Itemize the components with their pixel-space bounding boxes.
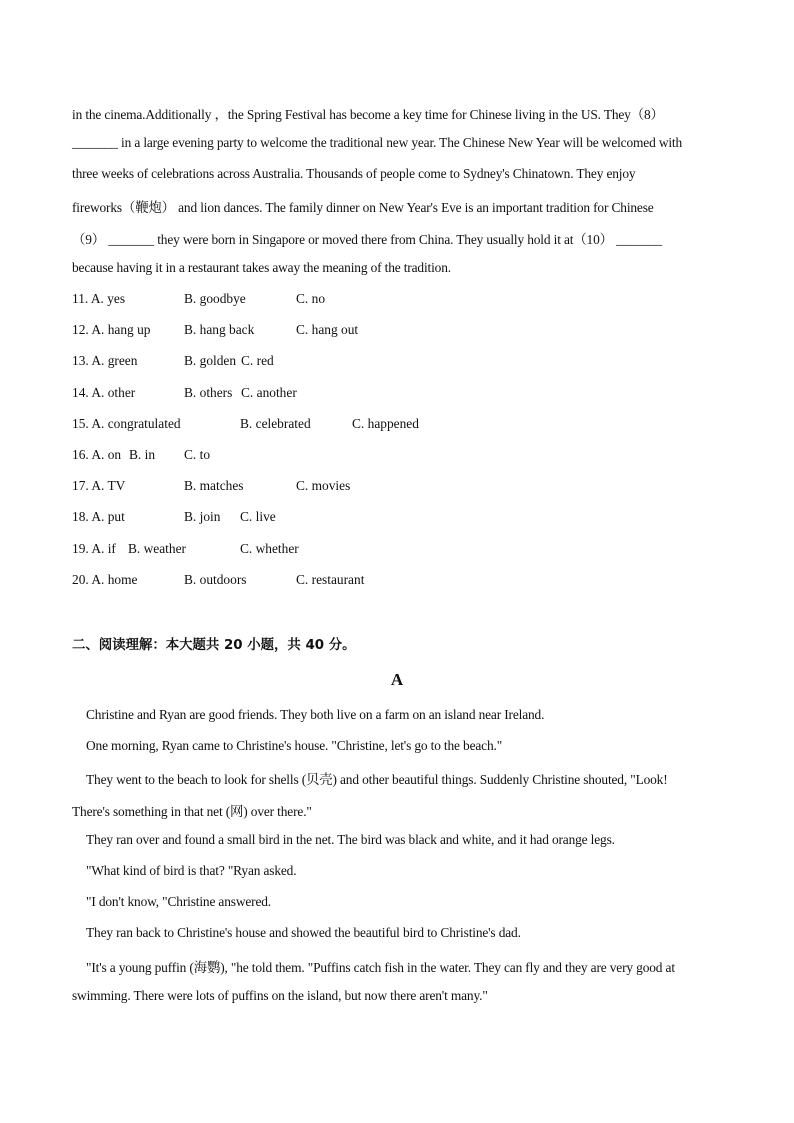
cloze-line-4: fireworks（鞭炮） and lion dances. The family dinner on New Year's Eve is an important tradition for Chinese <box>72 200 654 215</box>
question-15-option-a: 15. A. congratulated <box>72 416 181 431</box>
passage-line-6: "What kind of bird is that? "Ryan asked. <box>86 863 297 878</box>
cloze-line-6: because having it in a restaurant takes away the meaning of the tradition. <box>72 260 451 275</box>
question-13-option-b: B. golden <box>184 353 237 368</box>
passage-line-10: swimming. There were lots of puffins on the island, but now there aren't many." <box>72 988 488 1003</box>
question-16-option-c: C. to <box>184 447 211 462</box>
question-18-option-c: C. live <box>240 509 276 524</box>
question-14-option-a: 14. A. other <box>72 385 136 400</box>
question-16-option-a: 16. A. on <box>72 447 122 462</box>
question-18-option-b: B. join <box>184 509 221 524</box>
cloze-line-5: （9） _______ they were born in Singapore or moved there from China. They usually hold it at（10） _______ <box>72 232 662 247</box>
question-12-option-c: C. hang out <box>296 322 359 337</box>
passage-line-4: There's something in that net (网) over there." <box>72 804 312 819</box>
passage-line-3: They went to the beach to look for shells (贝壳) and other beautiful things. Suddenly Christine shouted, "Look! <box>86 772 668 787</box>
question-17-option-a: 17. A. TV <box>72 478 126 493</box>
question-19-option-c: C. whether <box>240 541 299 556</box>
question-16-option-b: B. in <box>129 447 156 462</box>
question-17-option-c: C. movies <box>296 478 351 493</box>
question-17-option-b: B. matches <box>184 478 244 493</box>
question-19-option-b: B. weather <box>128 541 187 556</box>
question-12-option-b: B. hang back <box>184 322 255 337</box>
question-14-option-c: C. another <box>241 385 297 400</box>
question-15-option-b: B. celebrated <box>240 416 311 431</box>
passage-line-2: One morning, Ryan came to Christine's house. "Christine, let's go to the beach." <box>86 738 503 753</box>
section-heading: 二、阅读理解：本大题共 20 小题，共 40 分。 <box>72 638 356 653</box>
question-13-option-c: C. red <box>241 353 274 368</box>
question-15-option-c: C. happened <box>352 416 419 431</box>
passage-line-8: They ran back to Christine's house and showed the beautiful bird to Christine's dad. <box>86 925 521 940</box>
question-11-option-c: C. no <box>296 291 326 306</box>
question-19-option-a: 19. A. if <box>72 541 116 556</box>
question-11-option-b: B. goodbye <box>184 291 246 306</box>
question-11-option-a: 11. A. yes <box>72 291 126 306</box>
question-20-option-b: B. outdoors <box>184 572 247 587</box>
question-14-option-b: B. others <box>184 385 233 400</box>
cloze-line-2: _______ in a large evening party to welcome the traditional new year. The Chinese New Year will be welcomed with <box>72 135 683 150</box>
passage-line-7: "I don't know, "Christine answered. <box>86 894 271 909</box>
passage-line-1: Christine and Ryan are good friends. They both live on a farm on an island near Ireland. <box>86 707 545 722</box>
question-20-option-a: 20. A. home <box>72 572 138 587</box>
passage-line-9: "It's a young puffin (海鹦), "he told them. "Puffins catch fish in the water. They can fly and they are very good at <box>86 960 675 975</box>
passage-line-5: They ran over and found a small bird in the net. The bird was black and white, and it had orange legs. <box>86 832 615 847</box>
question-13-option-a: 13. A. green <box>72 353 138 368</box>
question-20-option-c: C. restaurant <box>296 572 365 587</box>
question-18-option-a: 18. A. put <box>72 509 125 524</box>
passage-title: A <box>390 670 404 689</box>
question-12-option-a: 12. A. hang up <box>72 322 151 337</box>
cloze-line-1: in the cinema.Additionally ，the Spring Festival has become a key time for Chinese living in the US. They（8） <box>72 107 664 122</box>
cloze-line-3: three weeks of celebrations across Australia. Thousands of people come to Sydney's Chinatown. They enjoy <box>72 166 636 181</box>
